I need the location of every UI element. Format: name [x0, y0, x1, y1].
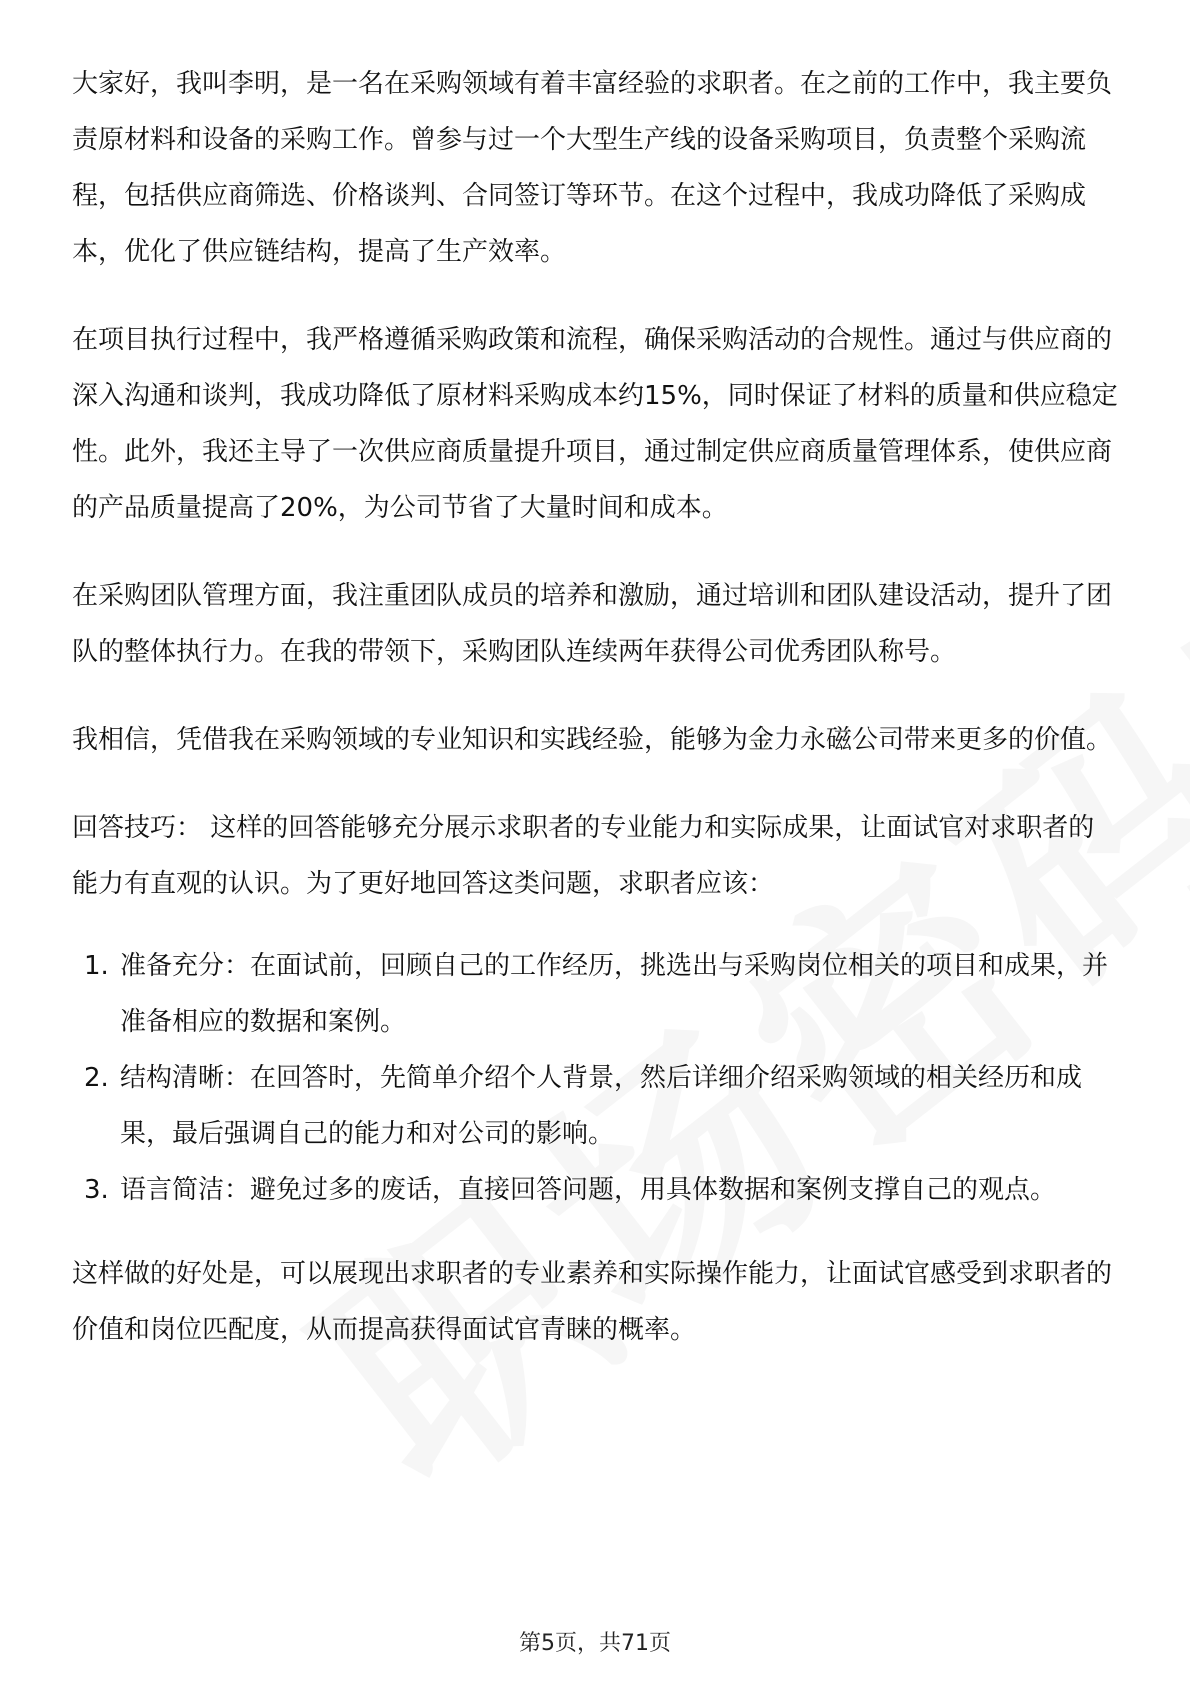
paragraph-closing: 这样做的好处是，可以展现出求职者的专业素养和实际操作能力，让面试官感受到求职者的价值和岗位匹配度，从而提高获得面试官青睐的概率。: [72, 1259, 1113, 1345]
list-item: [72, 1162, 1120, 1218]
list-number: 3.: [84, 1175, 109, 1205]
list-item-text: 准备充分：在面试前，回顾自己的工作经历，挑选出与采购岗位相关的项目和成果，并准备相应的数据和案例。: [120, 951, 1109, 1037]
tips-list: [72, 938, 1120, 1218]
list-number: 1.: [84, 951, 109, 981]
paragraph-intro: 大家好，我叫李明，是一名在采购领域有着丰富经验的求职者。在之前的工作中，我主要负责原材料和设备的采购工作。曾参与过一个大型生产线的设备采购项目，负责整个采购流程，包括供应商筛选、价格谈判、合同签订等环节。在这个过程中，我成功降低了采购成本，优化了供应链结构，提高了生产效率。: [72, 69, 1113, 267]
document-body: [72, 56, 1120, 1358]
paragraph-tips-intro: 回答技巧： 这样的回答能够充分展示求职者的专业能力和实际成果，让面试官对求职者的能力有直观的认识。为了更好地回答这类问题，求职者应该：: [72, 813, 1095, 899]
paragraph-team: 在采购团队管理方面，我注重团队成员的培养和激励，通过培训和团队建设活动，提升了团队的整体执行力。在我的带领下，采购团队连续两年获得公司优秀团队称号。: [72, 581, 1113, 667]
paragraph-project: 在项目执行过程中，我严格遵循采购政策和流程，确保采购活动的合规性。通过与供应商的深入沟通和谈判，我成功降低了原材料采购成本约15%，同时保证了材料的质量和供应稳定性。此外，我还主导了一次供应商质量提升项目，通过制定供应商质量管理体系，使供应商的产品质量提高了20%，为公司节省了大量时间和成本。: [72, 325, 1118, 523]
list-item-text: 结构清晰：在回答时，先简单介绍个人背景，然后详细介绍采购领域的相关经历和成果，最后强调自己的能力和对公司的影响。: [120, 1063, 1083, 1149]
list-item: [72, 1050, 1120, 1162]
list-item-text: 语言简洁：避免过多的废话，直接回答问题，用具体数据和案例支撑自己的观点。: [120, 1175, 1057, 1205]
paragraph-value: 我相信，凭借我在采购领域的专业知识和实践经验，能够为金力永磁公司带来更多的价值。: [72, 725, 1113, 755]
list-number: 2.: [84, 1063, 109, 1093]
list-item: [72, 938, 1120, 1050]
page-number: 第5页，共71页: [519, 1631, 671, 1656]
